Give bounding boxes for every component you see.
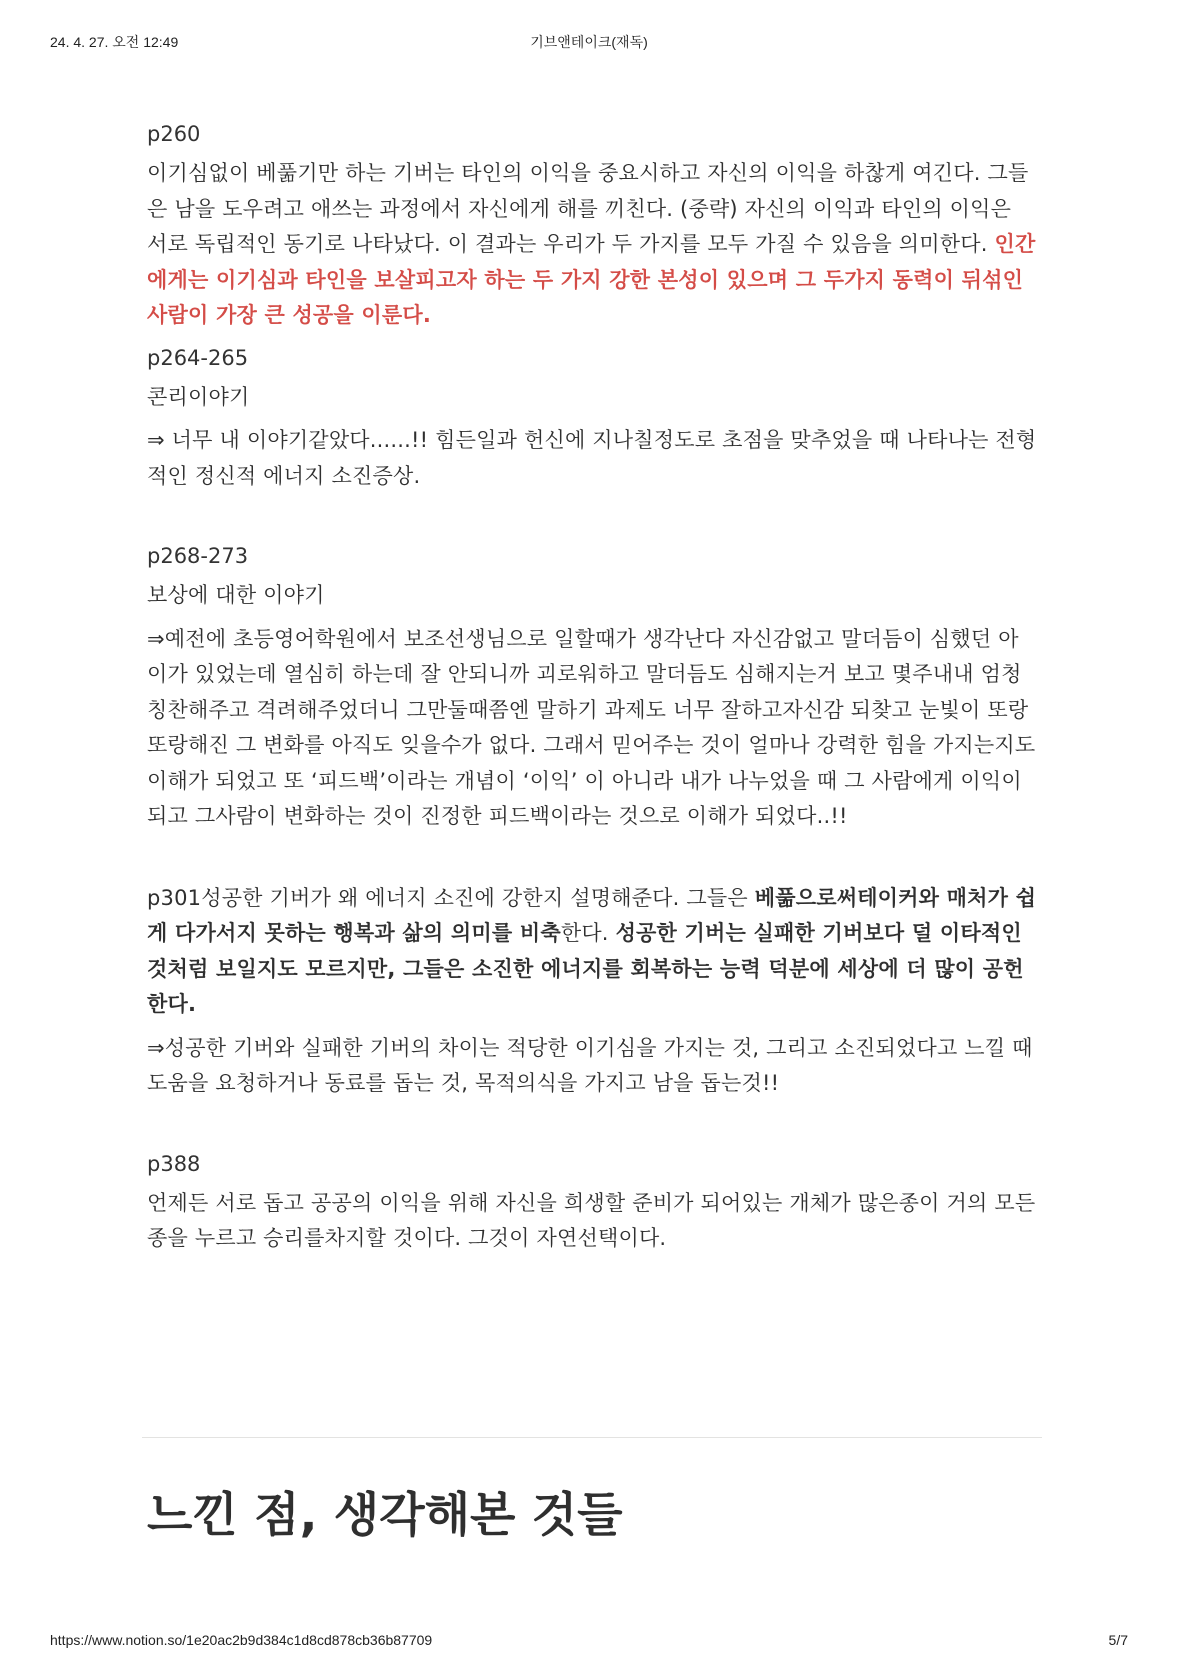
page-content [147, 118, 1037, 1265]
section-divider [142, 1437, 1042, 1438]
quote-p260-text: 이기심없이 베풂기만 하는 기버는 타인의 이익을 중요시하고 자신의 이익을 하찮게 여긴다. 그들은 남을 도우려고 애쓰는 과정에서 자신에게 해를 끼친다. (중략) 자신의 이익과 타인의 이익은 서로 독립적인 동기로 나타났다. 이 결과는 우리가 두 가지를 모두 가질 수 있음을 의미한다. [147, 161, 1029, 256]
quote-p301-bold-2: 성공한 기버는 실패한 기버보다 덜 이타적인 것처럼 보일지도 모르지만, 그들은 소진한 에너지를 회복하는 능력 덕분에 세상에 더 많이 공헌한다. [147, 921, 1024, 1016]
page-reference-p268: p268-273 [147, 544, 249, 568]
story-title-reward: 보상에 대한 이야기 [147, 583, 325, 607]
page-reference-p264: p264-265 [147, 345, 249, 370]
print-page-number: 5/7 [1108, 1632, 1128, 1648]
print-url: https://www.notion.so/1e20ac2b9d384c1d8cd878cb36b87709 [50, 1632, 433, 1648]
print-title: 기브앤테이크(재독) [530, 34, 648, 50]
quote-p301 [147, 881, 1037, 1023]
page-reference-p260: p260 [147, 122, 201, 146]
quote-p301-mid: 한다. [560, 921, 616, 945]
story-title-conley: 콘리이야기 [147, 384, 250, 409]
quote-p260 [147, 156, 1037, 334]
quote-p260-highlight: 인간에게는 이기심과 타인을 보살피고자 하는 두 가지 강한 본성이 있으며 그 두가지 동력이 뒤섞인 사람이 가장 큰 성공을 이룬다. [147, 232, 1036, 327]
section-heading-reflections: 느낀 점, 생각해본 것들 [147, 1488, 623, 1543]
quote-p388: 언제든 서로 돕고 공공의 이익을 위해 자신을 희생할 준비가 되어있는 개체가 많은종이 거의 모든 종을 누르고 승리를차지할 것이다. 그것이 자연선택이다. [147, 1190, 1036, 1250]
comment-p301: ⇒성공한 기버와 실패한 기버의 차이는 적당한 이기심을 가지는 것, 그리고 소진되었다고 느낄 때 도움을 요청하거나 동료를 돕는 것, 목적의식을 가지고 남을 돕는것!! [147, 1035, 1033, 1095]
quote-p301-bold-1: 베풂으로써테이커와 매처가 쉽게 다가서지 못하는 행복과 삶의 의미를 비축 [147, 885, 1037, 945]
print-footer [50, 1632, 1128, 1652]
page-reference-p388: p388 [147, 1151, 201, 1176]
quote-p301-intro: p301성공한 기버가 왜 에너지 소진에 강한지 설명해준다. 그들은 [147, 885, 755, 910]
print-datetime: 24. 4. 27. 오전 12:49 [50, 34, 179, 50]
comment-p264: ⇒ 너무 내 이야기같았다......!! 힘든일과 헌신에 지나칠정도로 초점을 맞추었을 때 나타나는 전형적인 정신적 에너지 소진증상. [147, 428, 1037, 488]
print-header [50, 32, 1128, 52]
comment-p268: ⇒예전에 초등영어학원에서 보조선생님으로 일할때가 생각난다 자신감없고 말더듬이 심했던 아이가 있었는데 열심히 하는데 잘 안되니까 괴로워하고 말더듬도 심해지는거 보고 몇주내내 엄청 칭찬해주고 격려해주었더니 그만둘때쯤엔 말하기 과제도 너무 잘하고자신감 되찾고 눈빛이 또랑또랑해진 그 변화를 아직도 잊을수가 없다. 그래서 믿어주는 것이 얼마나 강력한 힘을 가지는지도 이해가 되었고 또 ‘피드백’이라는 개념이 ‘이익’ 이 아니라 내가 나누었을 때 그 사람에게 이익이 되고 그사람이 변화하는 것이 진정한 피드백이라는 것으로 이해가 되었다..!! [147, 626, 1036, 828]
